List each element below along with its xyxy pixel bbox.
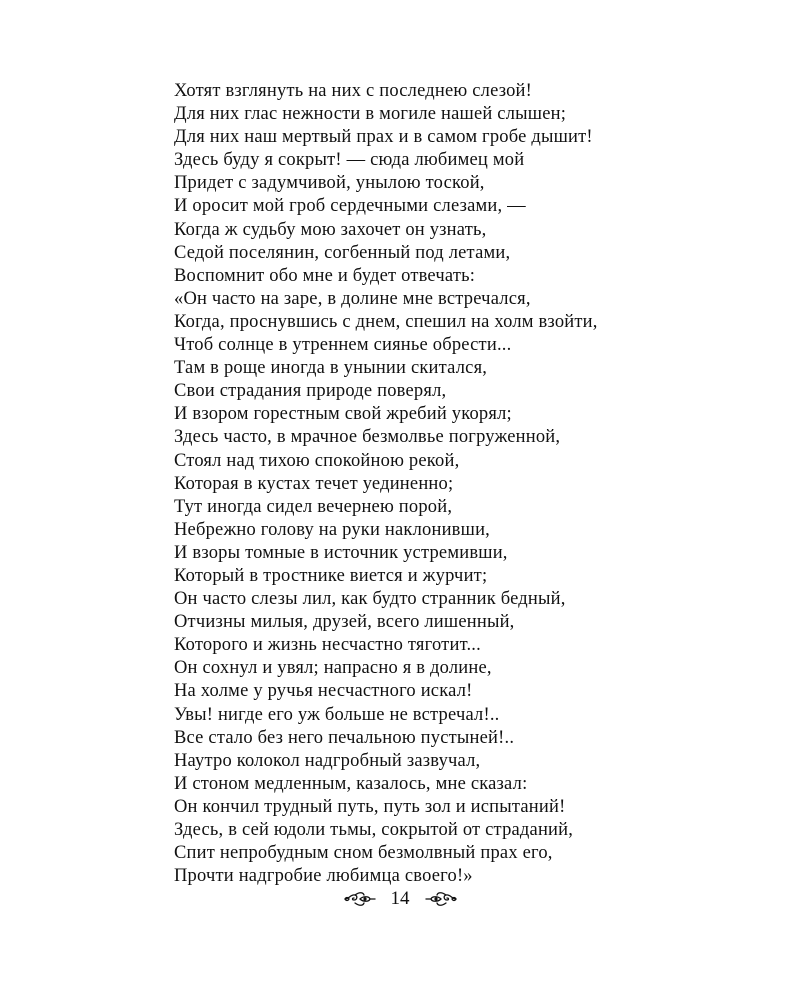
poem-text	[174, 80, 774, 888]
poem-line: И взоры томные в источник устремивши,	[174, 542, 508, 563]
poem-line: Все стало без него печальною пустыней!..	[174, 727, 515, 748]
poem-line: Для них наш мертвый прах и в самом гробе дышит!	[174, 127, 593, 148]
poem-line: И взором горестным свой жребий укорял;	[174, 404, 512, 425]
poem-line: Которого и жизнь несчастно тяготит...	[174, 635, 481, 656]
poem-line: Отчизны милыя, друзей, всего лишенный,	[174, 612, 515, 633]
flourish-ornament-icon	[424, 890, 458, 908]
poem-line: Здесь, в сей юдоли тьмы, сокрытой от страданий,	[174, 820, 574, 840]
flourish-ornament-icon	[343, 890, 377, 908]
poem-line: Когда, проснувшись с днем, спешил на холм взойти,	[174, 311, 598, 332]
poem-line: «Он часто на заре, в долине мне встречался,	[174, 288, 531, 309]
poem-line: Увы! нигде его уж больше не встречал!..	[174, 704, 500, 725]
poem-line: Для них глас нежности в могиле нашей слышен;	[174, 104, 567, 125]
poem-line: Придет с задумчивой, унылою тоской,	[174, 173, 485, 194]
poem-line: Здесь часто, в мрачное безмолвье погруженной,	[174, 427, 561, 448]
poem-line: Прочти надгробие любимца своего!»	[174, 866, 473, 887]
poem-line: Хотят взглянуть на них с последнею слезой!	[174, 81, 533, 101]
poem-line: И оросит мой гроб сердечными слезами, —	[174, 196, 526, 217]
poem-line: На холме у ручья несчастного искал!	[174, 681, 473, 702]
page-number: 14	[390, 888, 410, 909]
poem-line: Наутро колокол надгробный зазвучал,	[174, 750, 481, 771]
poem-line: Когда ж судьбу мою захочет он узнать,	[174, 219, 487, 240]
poem-line: Стоял над тихою спокойною рекой,	[174, 450, 460, 471]
poem-line: Небрежно голову на руки наклонивши,	[174, 519, 490, 540]
poem-line: Тут иногда сидел вечернею порой,	[174, 496, 453, 517]
poem-line: Здесь буду я сокрыт! — сюда любимец мой	[174, 150, 525, 171]
poem-line: Он часто слезы лил, как будто странник бедный,	[174, 589, 566, 610]
poem-line: Которая в кустах течет уединенно;	[174, 473, 454, 494]
poem-line: Он сохнул и увял; напрасно я в долине,	[174, 658, 492, 679]
poem-line: И стоном медленным, казалось, мне сказал:	[174, 773, 528, 794]
poem-line: Седой поселянин, согбенный под летами,	[174, 242, 511, 263]
poem-line: Он кончил трудный путь, путь зол и испытаний!	[174, 796, 566, 817]
poem-line: Чтоб солнце в утреннем сиянье обрести...	[174, 335, 512, 356]
poem-line: Который в тростнике виется и журчит;	[174, 565, 488, 586]
poem-line: Воспомнит обо мне и будет отвечать:	[174, 265, 476, 286]
poem-line: Свои страдания природе поверял,	[174, 381, 447, 402]
poem-line: Спит непробудным сном безмолвный прах его,	[174, 843, 553, 864]
page-footer	[0, 884, 800, 914]
poem-line: Там в роще иногда в унынии скитался,	[174, 358, 488, 379]
